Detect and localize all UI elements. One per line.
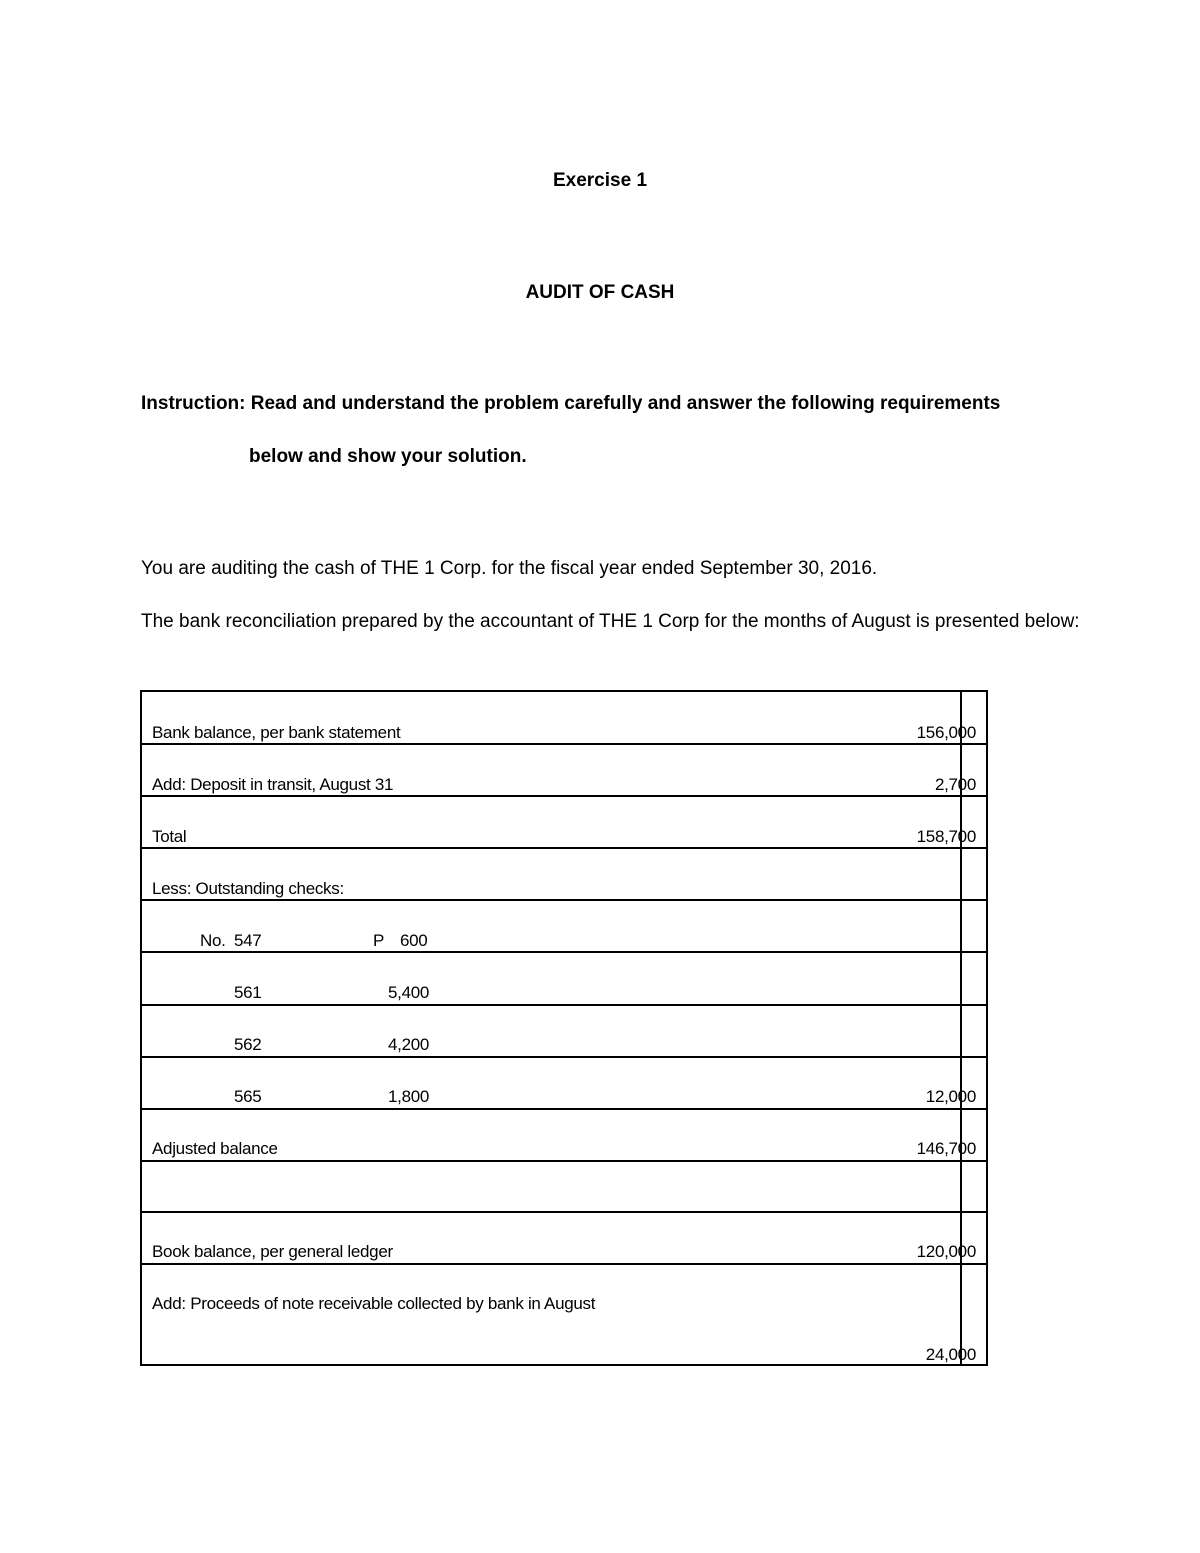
check-amount: 4,200 xyxy=(388,1035,430,1054)
row-label: Bank balance, per bank statement xyxy=(152,723,401,742)
row-amount: 2,700 xyxy=(934,775,976,794)
instruction-line-2: below and show your solution. xyxy=(249,446,527,467)
table-row xyxy=(142,1213,986,1265)
table-row xyxy=(142,849,986,901)
row-amount: 24,000 xyxy=(925,1345,976,1364)
table-row xyxy=(142,797,986,849)
check-amount: 1,800 xyxy=(388,1087,430,1106)
row-amount: 156,000 xyxy=(916,723,976,742)
row-label: Less: Outstanding checks: xyxy=(152,879,344,898)
check-number: 565 xyxy=(234,1087,262,1106)
table-row xyxy=(142,692,986,745)
table-row xyxy=(142,901,986,953)
table-row xyxy=(142,1110,986,1162)
row-label: Add: Proceeds of note receivable collected by bank in August xyxy=(152,1294,596,1313)
check-prefix: No. xyxy=(200,931,226,950)
row-label: Adjusted balance xyxy=(152,1139,278,1158)
table-row xyxy=(142,1265,986,1365)
check-amount: 5,400 xyxy=(388,983,430,1002)
row-amount: 158,700 xyxy=(916,827,976,846)
row-amount: 12,000 xyxy=(925,1087,976,1106)
reconciliation-intro: The bank reconciliation prepared by the accountant of THE 1 Corp for the months of August is presented below: xyxy=(141,611,1080,632)
table-row xyxy=(142,1006,986,1058)
check-number: 562 xyxy=(234,1035,262,1054)
table-row xyxy=(142,953,986,1006)
table-row xyxy=(142,1058,986,1110)
check-amount: 600 xyxy=(400,931,428,950)
check-number: 561 xyxy=(234,983,262,1002)
instruction-line-1: Instruction: Read and understand the problem carefully and answer the following requirements xyxy=(141,393,1001,414)
bank-reconciliation-table xyxy=(140,690,988,1366)
intro-paragraph: You are auditing the cash of THE 1 Corp. for the fiscal year ended September 30, 2016. xyxy=(141,558,878,579)
page-title: AUDIT OF CASH xyxy=(525,282,675,303)
exercise-title: Exercise 1 xyxy=(552,170,648,191)
table-row xyxy=(142,745,986,797)
table-row xyxy=(142,1162,986,1213)
row-label: Total xyxy=(152,827,187,846)
row-amount: 120,000 xyxy=(916,1242,976,1261)
row-amount: 146,700 xyxy=(916,1139,976,1158)
check-number: 547 xyxy=(234,931,262,950)
row-label: Add: Deposit in transit, August 31 xyxy=(152,775,394,794)
check-currency: P xyxy=(373,931,385,950)
row-label: Book balance, per general ledger xyxy=(152,1242,393,1261)
